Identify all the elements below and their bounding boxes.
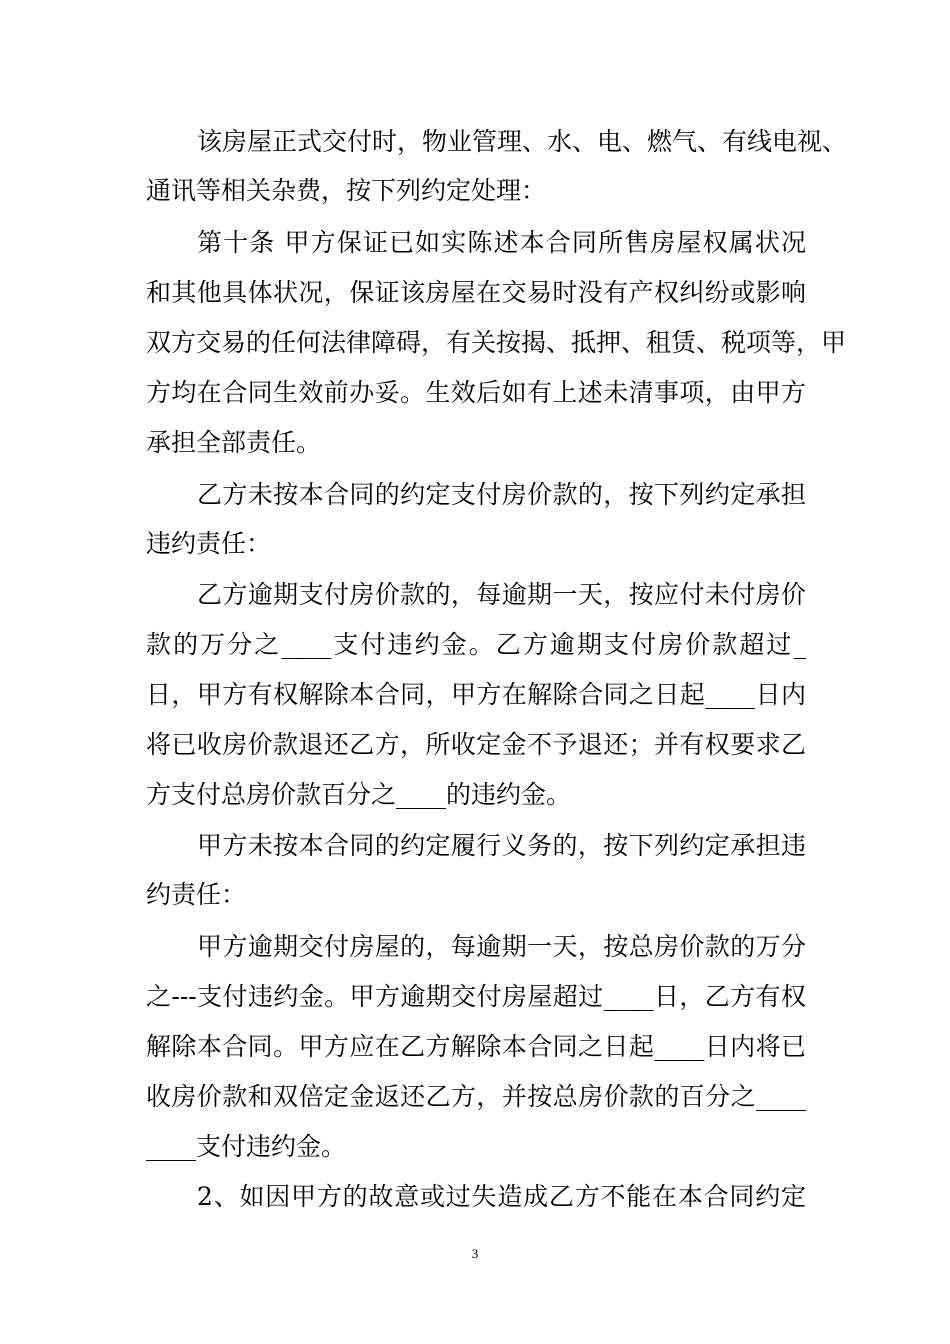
- paragraph-line: 乙方未按本合同的约定支付房价款的，按下列约定承担: [197, 480, 806, 509]
- article-heading-line: 第十条 甲方保证已如实陈述本合同所售房屋权属状况: [197, 228, 806, 257]
- paragraph-line: 款的万分之____支付违约金。乙方逾期支付房价款超过_: [146, 630, 806, 659]
- paragraph-line: 承担全部责任。: [146, 428, 322, 457]
- paragraph-line: 解除本合同。甲方应在乙方解除本合同之日起____日内将已: [146, 1032, 806, 1061]
- paragraph-line: 2、如因甲方的故意或过失造成乙方不能在本合同约定: [197, 1182, 806, 1211]
- paragraph-line: 日，甲方有权解除本合同，甲方在解除合同之日起____日内: [146, 680, 806, 709]
- paragraph-line: 方均在合同生效前办妥。生效后如有上述未清事项，由甲方: [146, 378, 806, 407]
- paragraph-line: 甲方逾期交付房屋的，每逾期一天，按总房价款的万分: [197, 932, 806, 961]
- paragraph-line: 将已收房价款退还乙方，所收定金不予退还；并有权要求乙: [146, 730, 806, 759]
- paragraph-line: 该房屋正式交付时，物业管理、水、电、燃气、有线电视、: [197, 127, 848, 156]
- paragraph-line: 通讯等相关杂费，按下列约定处理：: [146, 176, 547, 205]
- paragraph-line: 方支付总房价款百分之____的违约金。: [146, 780, 572, 809]
- paragraph-line: 违约责任：: [146, 529, 272, 558]
- paragraph-line: 约责任：: [146, 880, 247, 909]
- page-number: 3: [471, 1246, 479, 1261]
- paragraph-line: 和其他具体状况，保证该房屋在交易时没有产权纠纷或影响: [146, 278, 806, 307]
- paragraph-line: 双方交易的任何法律障碍，有关按揭、抵押、租赁、税项等，甲: [146, 328, 847, 357]
- paragraph-line: 之---支付违约金。甲方逾期交付房屋超过____日，乙方有权: [146, 982, 806, 1011]
- paragraph-line: 甲方未按本合同的约定履行义务的，按下列约定承担违: [197, 831, 806, 860]
- paragraph-line: ____支付违约金。: [146, 1132, 347, 1161]
- paragraph-line: 收房价款和双倍定金返还乙方，并按总房价款的百分之____: [146, 1082, 806, 1111]
- paragraph-line: 乙方逾期支付房价款的，每逾期一天，按应付未付房价: [197, 580, 806, 609]
